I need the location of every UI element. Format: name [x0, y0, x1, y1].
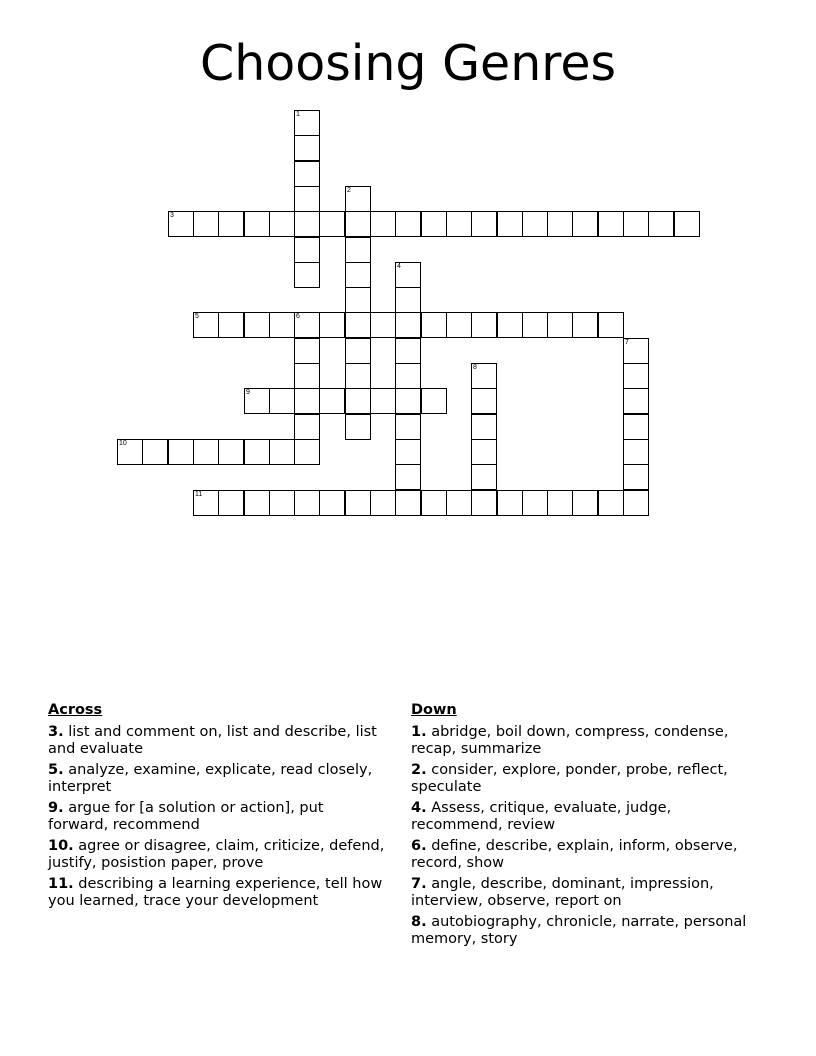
grid-cell[interactable]	[345, 363, 371, 389]
down-clue-list	[411, 724, 756, 948]
grid-cell[interactable]	[446, 312, 472, 338]
grid-cell[interactable]	[294, 237, 320, 263]
grid-cell[interactable]	[168, 211, 194, 237]
grid-cell[interactable]	[193, 211, 219, 237]
grid-cell[interactable]	[421, 490, 447, 516]
grid-cell[interactable]	[623, 439, 649, 465]
grid-cell[interactable]	[294, 262, 320, 288]
grid-cell[interactable]	[294, 211, 320, 237]
grid-cell[interactable]	[497, 211, 523, 237]
down-clue	[411, 762, 756, 796]
grid-cell[interactable]	[598, 312, 624, 338]
grid-cell[interactable]	[421, 312, 447, 338]
grid-cell[interactable]	[471, 464, 497, 490]
grid-cell[interactable]	[471, 211, 497, 237]
grid-cell[interactable]	[193, 439, 219, 465]
grid-cell[interactable]	[218, 439, 244, 465]
grid-cell[interactable]	[345, 388, 371, 414]
grid-cell[interactable]	[421, 388, 447, 414]
clue-number: 7.	[411, 876, 427, 892]
grid-cell[interactable]	[269, 312, 295, 338]
grid-cell[interactable]	[294, 135, 320, 161]
grid-cell[interactable]	[446, 490, 472, 516]
grid-cell[interactable]	[244, 388, 270, 414]
grid-cell[interactable]	[345, 287, 371, 313]
grid-cell[interactable]	[395, 414, 421, 440]
clue-number: 3.	[48, 724, 64, 740]
cell-number: 7	[625, 339, 629, 346]
down-clue	[411, 724, 756, 758]
grid-cell[interactable]	[218, 490, 244, 516]
grid-cell[interactable]	[395, 312, 421, 338]
clue-text: list and comment on, list and describe, list and evaluate	[48, 724, 377, 757]
grid-cell[interactable]	[497, 312, 523, 338]
grid-cell[interactable]	[319, 211, 345, 237]
grid-cell[interactable]	[522, 490, 548, 516]
grid-cell[interactable]	[294, 312, 320, 338]
grid-cell[interactable]	[623, 388, 649, 414]
grid-cell[interactable]	[319, 388, 345, 414]
grid-cell[interactable]	[547, 490, 573, 516]
across-clue	[48, 876, 388, 910]
grid-cell[interactable]	[572, 312, 598, 338]
grid-cell[interactable]	[572, 211, 598, 237]
grid-cell[interactable]	[598, 211, 624, 237]
clue-number: 1.	[411, 724, 427, 740]
grid-cell[interactable]	[648, 211, 674, 237]
grid-cell[interactable]	[294, 338, 320, 364]
across-heading: Across	[48, 702, 103, 718]
grid-cell[interactable]	[547, 312, 573, 338]
grid-cell[interactable]	[142, 439, 168, 465]
cell-number: 2	[347, 187, 351, 194]
clue-text: define, describe, explain, inform, observe, record, show	[411, 838, 738, 871]
clue-text: angle, describe, dominant, impression, interview, observe, report on	[411, 876, 714, 909]
clue-text: consider, explore, ponder, probe, reflect, speculate	[411, 762, 728, 795]
grid-cell[interactable]	[471, 414, 497, 440]
grid-cell[interactable]	[345, 338, 371, 364]
grid-cell[interactable]	[471, 439, 497, 465]
clue-number: 6.	[411, 838, 427, 854]
grid-cell[interactable]	[623, 414, 649, 440]
grid-cell[interactable]	[117, 439, 143, 465]
grid-cell[interactable]	[345, 490, 371, 516]
cell-number: 6	[296, 313, 300, 320]
grid-cell[interactable]	[547, 211, 573, 237]
clue-number: 8.	[411, 914, 427, 930]
clue-number: 9.	[48, 800, 64, 816]
grid-cell[interactable]	[446, 211, 472, 237]
grid-cell[interactable]	[598, 490, 624, 516]
grid-cell[interactable]	[572, 490, 598, 516]
grid-cell[interactable]	[345, 312, 371, 338]
grid-cell[interactable]	[395, 287, 421, 313]
grid-cell[interactable]	[244, 439, 270, 465]
across-clues	[48, 700, 388, 914]
cell-number: 11	[195, 491, 203, 498]
cell-number: 8	[473, 364, 477, 371]
grid-cell[interactable]	[522, 211, 548, 237]
cell-number: 3	[170, 212, 174, 219]
grid-cell[interactable]	[269, 388, 295, 414]
clue-number: 11.	[48, 876, 74, 892]
clue-text: describing a learning experience, tell how you learned, trace your development	[48, 876, 383, 909]
grid-cell[interactable]	[471, 312, 497, 338]
grid-cell[interactable]	[244, 490, 270, 516]
grid-cell[interactable]	[218, 312, 244, 338]
grid-cell[interactable]	[395, 439, 421, 465]
clue-text: autobiography, chronicle, narrate, personal memory, story	[411, 914, 747, 947]
clue-number: 4.	[411, 800, 427, 816]
grid-cell[interactable]	[623, 464, 649, 490]
across-clue	[48, 800, 388, 834]
grid-cell[interactable]	[244, 211, 270, 237]
clue-number: 5.	[48, 762, 64, 778]
clue-text: abridge, boil down, compress, condense, recap, summarize	[411, 724, 729, 757]
grid-cell[interactable]	[319, 490, 345, 516]
grid-cell[interactable]	[345, 262, 371, 288]
grid-cell[interactable]	[294, 110, 320, 136]
clue-number: 2.	[411, 762, 427, 778]
grid-cell[interactable]	[395, 211, 421, 237]
across-clue	[48, 762, 388, 796]
grid-cell[interactable]	[269, 211, 295, 237]
down-clue	[411, 800, 756, 834]
grid-cell[interactable]	[421, 211, 447, 237]
clue-text: Assess, critique, evaluate, judge, recommend, review	[411, 800, 672, 833]
across-clue	[48, 838, 388, 872]
grid-cell[interactable]	[370, 312, 396, 338]
grid-cell[interactable]	[269, 490, 295, 516]
grid-cell[interactable]	[471, 388, 497, 414]
grid-cell[interactable]	[294, 439, 320, 465]
across-clue	[48, 724, 388, 758]
grid-cell[interactable]	[522, 312, 548, 338]
cell-number: 5	[195, 313, 199, 320]
down-clue	[411, 914, 756, 948]
grid-cell[interactable]	[395, 338, 421, 364]
grid-cell[interactable]	[294, 161, 320, 187]
down-heading: Down	[411, 702, 457, 718]
clue-text: analyze, examine, explicate, read closely, interpret	[48, 762, 373, 795]
grid-cell[interactable]	[395, 464, 421, 490]
grid-cell[interactable]	[370, 490, 396, 516]
grid-cell[interactable]	[395, 262, 421, 288]
grid-cell[interactable]	[370, 211, 396, 237]
grid-cell[interactable]	[345, 211, 371, 237]
grid-cell[interactable]	[471, 363, 497, 389]
cell-number: 10	[119, 440, 127, 447]
down-clue	[411, 876, 756, 910]
grid-cell[interactable]	[218, 211, 244, 237]
grid-cell[interactable]	[294, 388, 320, 414]
grid-cell[interactable]	[623, 490, 649, 516]
down-clue	[411, 838, 756, 872]
cell-number: 4	[397, 263, 401, 270]
puzzle-title: Choosing Genres	[199, 35, 617, 92]
cell-number: 9	[246, 389, 250, 396]
grid-cell[interactable]	[294, 186, 320, 212]
grid-cell[interactable]	[623, 363, 649, 389]
grid-cell[interactable]	[370, 388, 396, 414]
grid-cell[interactable]	[345, 414, 371, 440]
clue-text: agree or disagree, claim, criticize, defend, justify, posistion paper, prove	[48, 838, 385, 871]
grid-cell[interactable]	[294, 414, 320, 440]
grid-cell[interactable]	[345, 186, 371, 212]
grid-cell[interactable]	[294, 490, 320, 516]
grid-cell[interactable]	[193, 312, 219, 338]
grid-cell[interactable]	[294, 363, 320, 389]
grid-cell[interactable]	[319, 312, 345, 338]
grid-cell[interactable]	[395, 363, 421, 389]
grid-cell[interactable]	[623, 338, 649, 364]
cell-number: 1	[296, 111, 300, 118]
clue-text: argue for [a solution or action], put forward, recommend	[48, 800, 324, 833]
grid-cell[interactable]	[497, 490, 523, 516]
down-clues	[411, 700, 756, 952]
grid-cell[interactable]	[623, 211, 649, 237]
grid-cell[interactable]	[471, 490, 497, 516]
clue-number: 10.	[48, 838, 74, 854]
grid-cell[interactable]	[193, 490, 219, 516]
grid-cell[interactable]	[395, 388, 421, 414]
grid-cell[interactable]	[395, 490, 421, 516]
grid-cell[interactable]	[269, 439, 295, 465]
grid-cell[interactable]	[674, 211, 700, 237]
grid-cell[interactable]	[345, 237, 371, 263]
grid-cell[interactable]	[168, 439, 194, 465]
across-clue-list	[48, 724, 388, 910]
grid-cell[interactable]	[244, 312, 270, 338]
